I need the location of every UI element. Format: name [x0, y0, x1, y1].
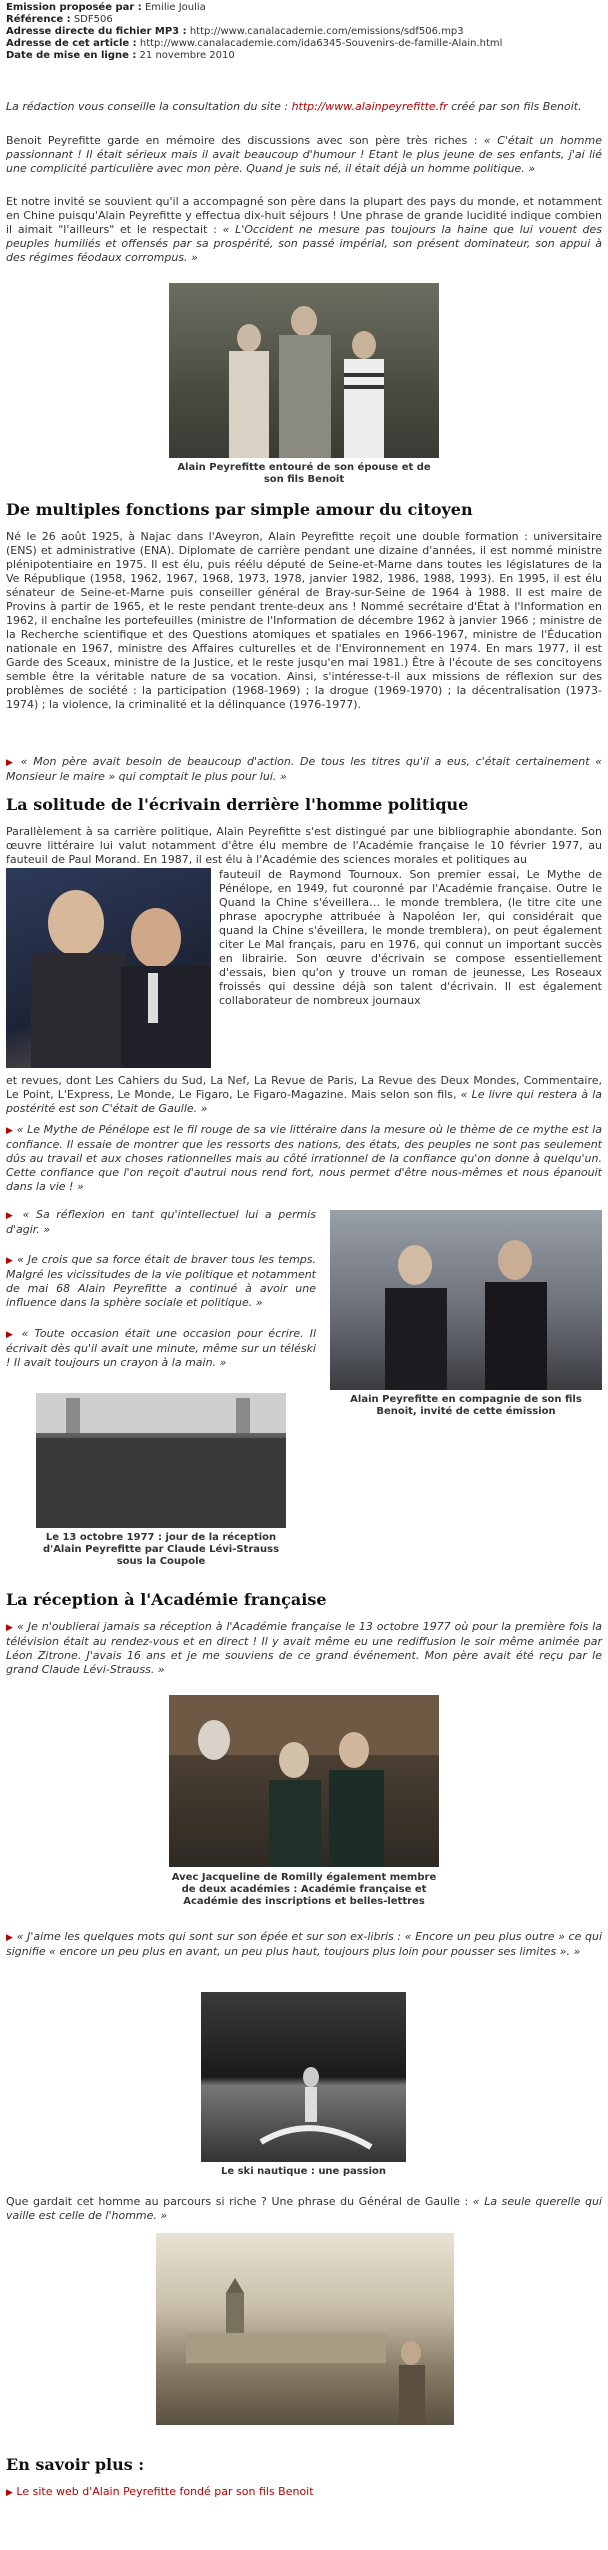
quote: ▶ « J'aime les quelques mots qui sont sur son épée et sur son ex-libris : « Encore un peu plus outre » ce qui signifie « encore un peu plus en avant, un peu plus haut, toujours plus loin pour pousser ses limites ». » [6, 1930, 603, 1958]
waterski-photo-skier [201, 1992, 406, 2162]
arrow-bullet-icon: ▶ [6, 1211, 17, 1221]
coupole-photo [36, 1393, 286, 1528]
quote: ▶ « Je n'oublierai jamais sa réception à l'Académie française le 13 octobre 1977 où pour la première fois la télévision était au rendez-vous et en direct ! Il y avait même eu une rediffusion le soir même animée par Léon Zitrone. J'avais 16 ans et je me souviens de ce grand événement. Mon père avait été reçu par le grand Claude Lévi-Strauss. » [6, 1620, 602, 1676]
paragraph: Que gardait cet homme au parcours si riche ? Une phrase du Général de Gaulle : « La seule querelle qui vaille est celle de l'homme. » [6, 2195, 602, 2222]
quote: ▶ « Toute occasion était une occasion pour écrire. Il écrivait dès qu'il avait une minute, même sur un téléski ! Il avait toujours un crayon à la main. » [6, 1327, 317, 1369]
quote: ▶ « Mon père avait besoin de beaucoup d'action. De tous les titres qu'il a eus, c'était certainement « Monsieur le maire » qui comptait le plus pour lui. » [6, 755, 603, 783]
quote: ▶ « Sa réflexion en tant qu'intellectuel lui a permis d'agir. » [6, 1208, 317, 1236]
photo-caption: Alain Peyrefitte en compagnie de son fils Benoit, invité de cette émission [350, 1394, 582, 1417]
meta-line: Date de mise en ligne : 21 novembre 2010 [6, 50, 235, 61]
paragraph: et revues, dont Les Cahiers du Sud, La Nef, La Revue de Paris, La Revue des Deux Mondes, Commentaire, Le Point, L'Express, Le Monde, Le Figaro, Le Figaro-Magazine. Mais selon son fils, « Le livre qui restera à la postérité est son C'était de Gaulle. » [6, 1074, 602, 1115]
paragraph: Parallèlement à sa carrière politique, Alain Peyrefitte s'est distingué par une bibliographie abondante. Son œuvre littéraire lui valut notamment d'être élu membre de l'Académie française le 10 février 1977, au fauteuil de Paul Morand. En 1987, il est élu à l'Académie des sciences morales et politiques au [6, 825, 602, 866]
section-title: En savoir plus : [6, 2455, 145, 2474]
meta-line: Adresse directe du fichier MP3 : http://www.canalacademie.com/emissions/sdf506.mp3 [6, 26, 464, 37]
paragraph: Né le 26 août 1925, à Najac dans l'Aveyron, Alain Peyrefitte reçoit une double formation : universitaire (ENS) et administrative (ENA). Diplomate de carrière pendant une dizaine d'années, il est nommé ministre plénipotentiaire en 1975. Il est élu, puis réélu député de Seine-et-Marne dans toutes les législatures de la Ve République (1958, 1962, 1967, 1968, 1973, 1978, janvier 1982, 1986, 1988, 1993). En 1995, il est élu sénateur de Seine-et-Marne puis conseiller général de Bray-sur-Seine de 1964 à 1988. Il est maire de Provins à partir de 1965, et le reste pendant trente-deux ans ! Nommé secrétaire d'État à l'Information en 1962, il enchaîne les portefeuilles (ministre de l'Information de décembre 1962 à janvier 1966 ; ministre de la Recherche scientifique et des Questions atomiques et spatiales en 1966-1967, ministre de l'Éducation nationale en 1967, ministre des Affaires culturelles et de l'Environnement en 1974. En mars 1977, il est Garde des Sceaux, ministre de la Justice, et le reste jusqu'en mai 1981.) Être à l'écoute de ses concitoyens semble être la véritable nature de sa vocation. Ainsi, s'intéresse-t-il aux missions de réflexion sur des problèmes de société : la participation (1968-1969) ; la drogue (1969-1970) ; la décentralisation (1973-1974) ; la violence, la criminalité et la délinquance (1976-1977). [6, 530, 602, 711]
provins-photo [156, 2233, 454, 2425]
provins-photo-landscape [156, 2233, 454, 2425]
meta-line: Référence : SDF506 [6, 14, 113, 25]
quote: ▶ « Le Mythe de Pénélope est le fil rouge de sa vie littéraire dans la mesure où le thème de ce mythe est la confiance. Il essaie de montrer que les ressorts des nations, des états, des peuples ne sont pas seulement dûs au travail et aux choses rationnelles mais au côté irrationnel de la confiance qu'on donne à quelqu'un. Cette confiance que l'on reçoit d'autrui nous rend fort, nous permet d'être nous-mêmes et nous épanouit dans la vie ! » [6, 1123, 603, 1193]
photo-caption: Avec Jacqueline de Romilly également membre de deux académies : Académie française et Académie des inscriptions et belles-lettres [171, 1872, 437, 1907]
photo-caption: Le 13 octobre 1977 : jour de la réception d'Alain Peyrefitte par Claude Lévi-Strauss sous la Coupole [42, 1532, 280, 1567]
meta-line: Emission proposée par : Emilie Joulia [6, 2, 206, 13]
section-title: De multiples fonctions par simple amour du citoyen [6, 500, 473, 519]
politicians-photo [6, 868, 211, 1068]
waterski-photo [201, 1992, 406, 2162]
romilly-photo-figures [169, 1695, 439, 1867]
peyrefitte-site-link[interactable]: Le site web d'Alain Peyrefitte fondé par son fils Benoit [16, 2485, 314, 2498]
intro: La rédaction vous conseille la consultation du site : http://www.alainpeyrefitte.fr créé par son fils Benoit. [6, 100, 582, 113]
photo-caption: Le ski nautique : une passion [220, 2166, 387, 2177]
arrow-bullet-icon: ▶ [6, 1623, 14, 1633]
link-list [6, 2485, 602, 2500]
family-photo-figures [169, 283, 439, 458]
quote: ▶ « Je crois que sa force était de braver tous les temps. Malgré les vicissitudes de la vie politique et notamment de mai 68 Alain Peyrefitte a continué à avoir une influence dans la sphère sociale et politique. » [6, 1253, 317, 1309]
arrow-bullet-icon: ▶ [6, 1933, 14, 1943]
arrow-bullet-icon: ▶ [6, 1330, 16, 1340]
arrow-bullet-icon: ▶ [6, 2488, 13, 2498]
meta-line: Adresse de cet article : http://www.canalacademie.com/ida6345-Souvenirs-de-famille-Alain.html [6, 38, 503, 49]
photo-caption: Alain Peyrefitte entouré de son épouse et de son fils Benoit [177, 462, 431, 485]
paragraph: fauteuil de Raymond Tournoux. Son premier essai, Le Mythe de Pénélope, en 1949, fut couronné par l'Académie française. Outre le Quand la Chine s'éveillera… le monde tremblera, (le titre cite une phrase apocryphe attribuée à Napoléon Ier, qui considérait que quand la Chine s'éveillera, le monde tremblera), on peut également citer Le Mal français, paru en 1976, qui connut un important succès en librairie. Son œuvre d'écrivain se compose essentiellement d'essais, bien qu'on y trouve un roman de jeunesse, Les Roseaux froissés qui dessine déjà son talent d'écrivain. Il est également collaborateur de nombreux journaux [219, 868, 602, 1007]
paragraph: Benoit Peyrefitte garde en mémoire des discussions avec son père très riches : « C'était un homme passionnant ! Il était sérieux mais il avait beaucoup d'humour ! Etant le plus jeune de ses enfants, j'ai lié une complicité particulière avec mon père. Quand je suis né, il était déjà un homme politique. » [6, 134, 602, 175]
site-link[interactable]: http://www.alainpeyrefitte.fr [291, 100, 448, 113]
section-title: La réception à l'Académie française [6, 1590, 327, 1609]
politicians-photo-figures [6, 868, 211, 1068]
arrow-bullet-icon: ▶ [6, 758, 16, 768]
meta-block [6, 2, 602, 62]
arrow-bullet-icon: ▶ [6, 1126, 14, 1136]
arrow-bullet-icon: ▶ [6, 1256, 14, 1266]
father-son-photo-figures [330, 1210, 602, 1390]
section-title: La solitude de l'écrivain derrière l'homme politique [6, 795, 469, 814]
father-son-photo [330, 1210, 602, 1390]
paragraph: Et notre invité se souvient qu'il a accompagné son père dans la plupart des pays du monde, et notamment en Chine puisqu'Alain Peyrefitte y effectua dix-huit séjours ! Une phrase de grande lucidité indique combien il aimait "l'ailleurs" et le respectait : « L'Occident ne mesure pas toujours la haine que lui vouent des peuples humiliés et offensés par sa prospérité, son passé impérial, son présent dominateur, son appui à des régimes féodaux corrompus. » [6, 195, 602, 264]
family-photo [169, 283, 439, 458]
romilly-photo [169, 1695, 439, 1867]
coupole-photo-crowd [36, 1393, 286, 1528]
